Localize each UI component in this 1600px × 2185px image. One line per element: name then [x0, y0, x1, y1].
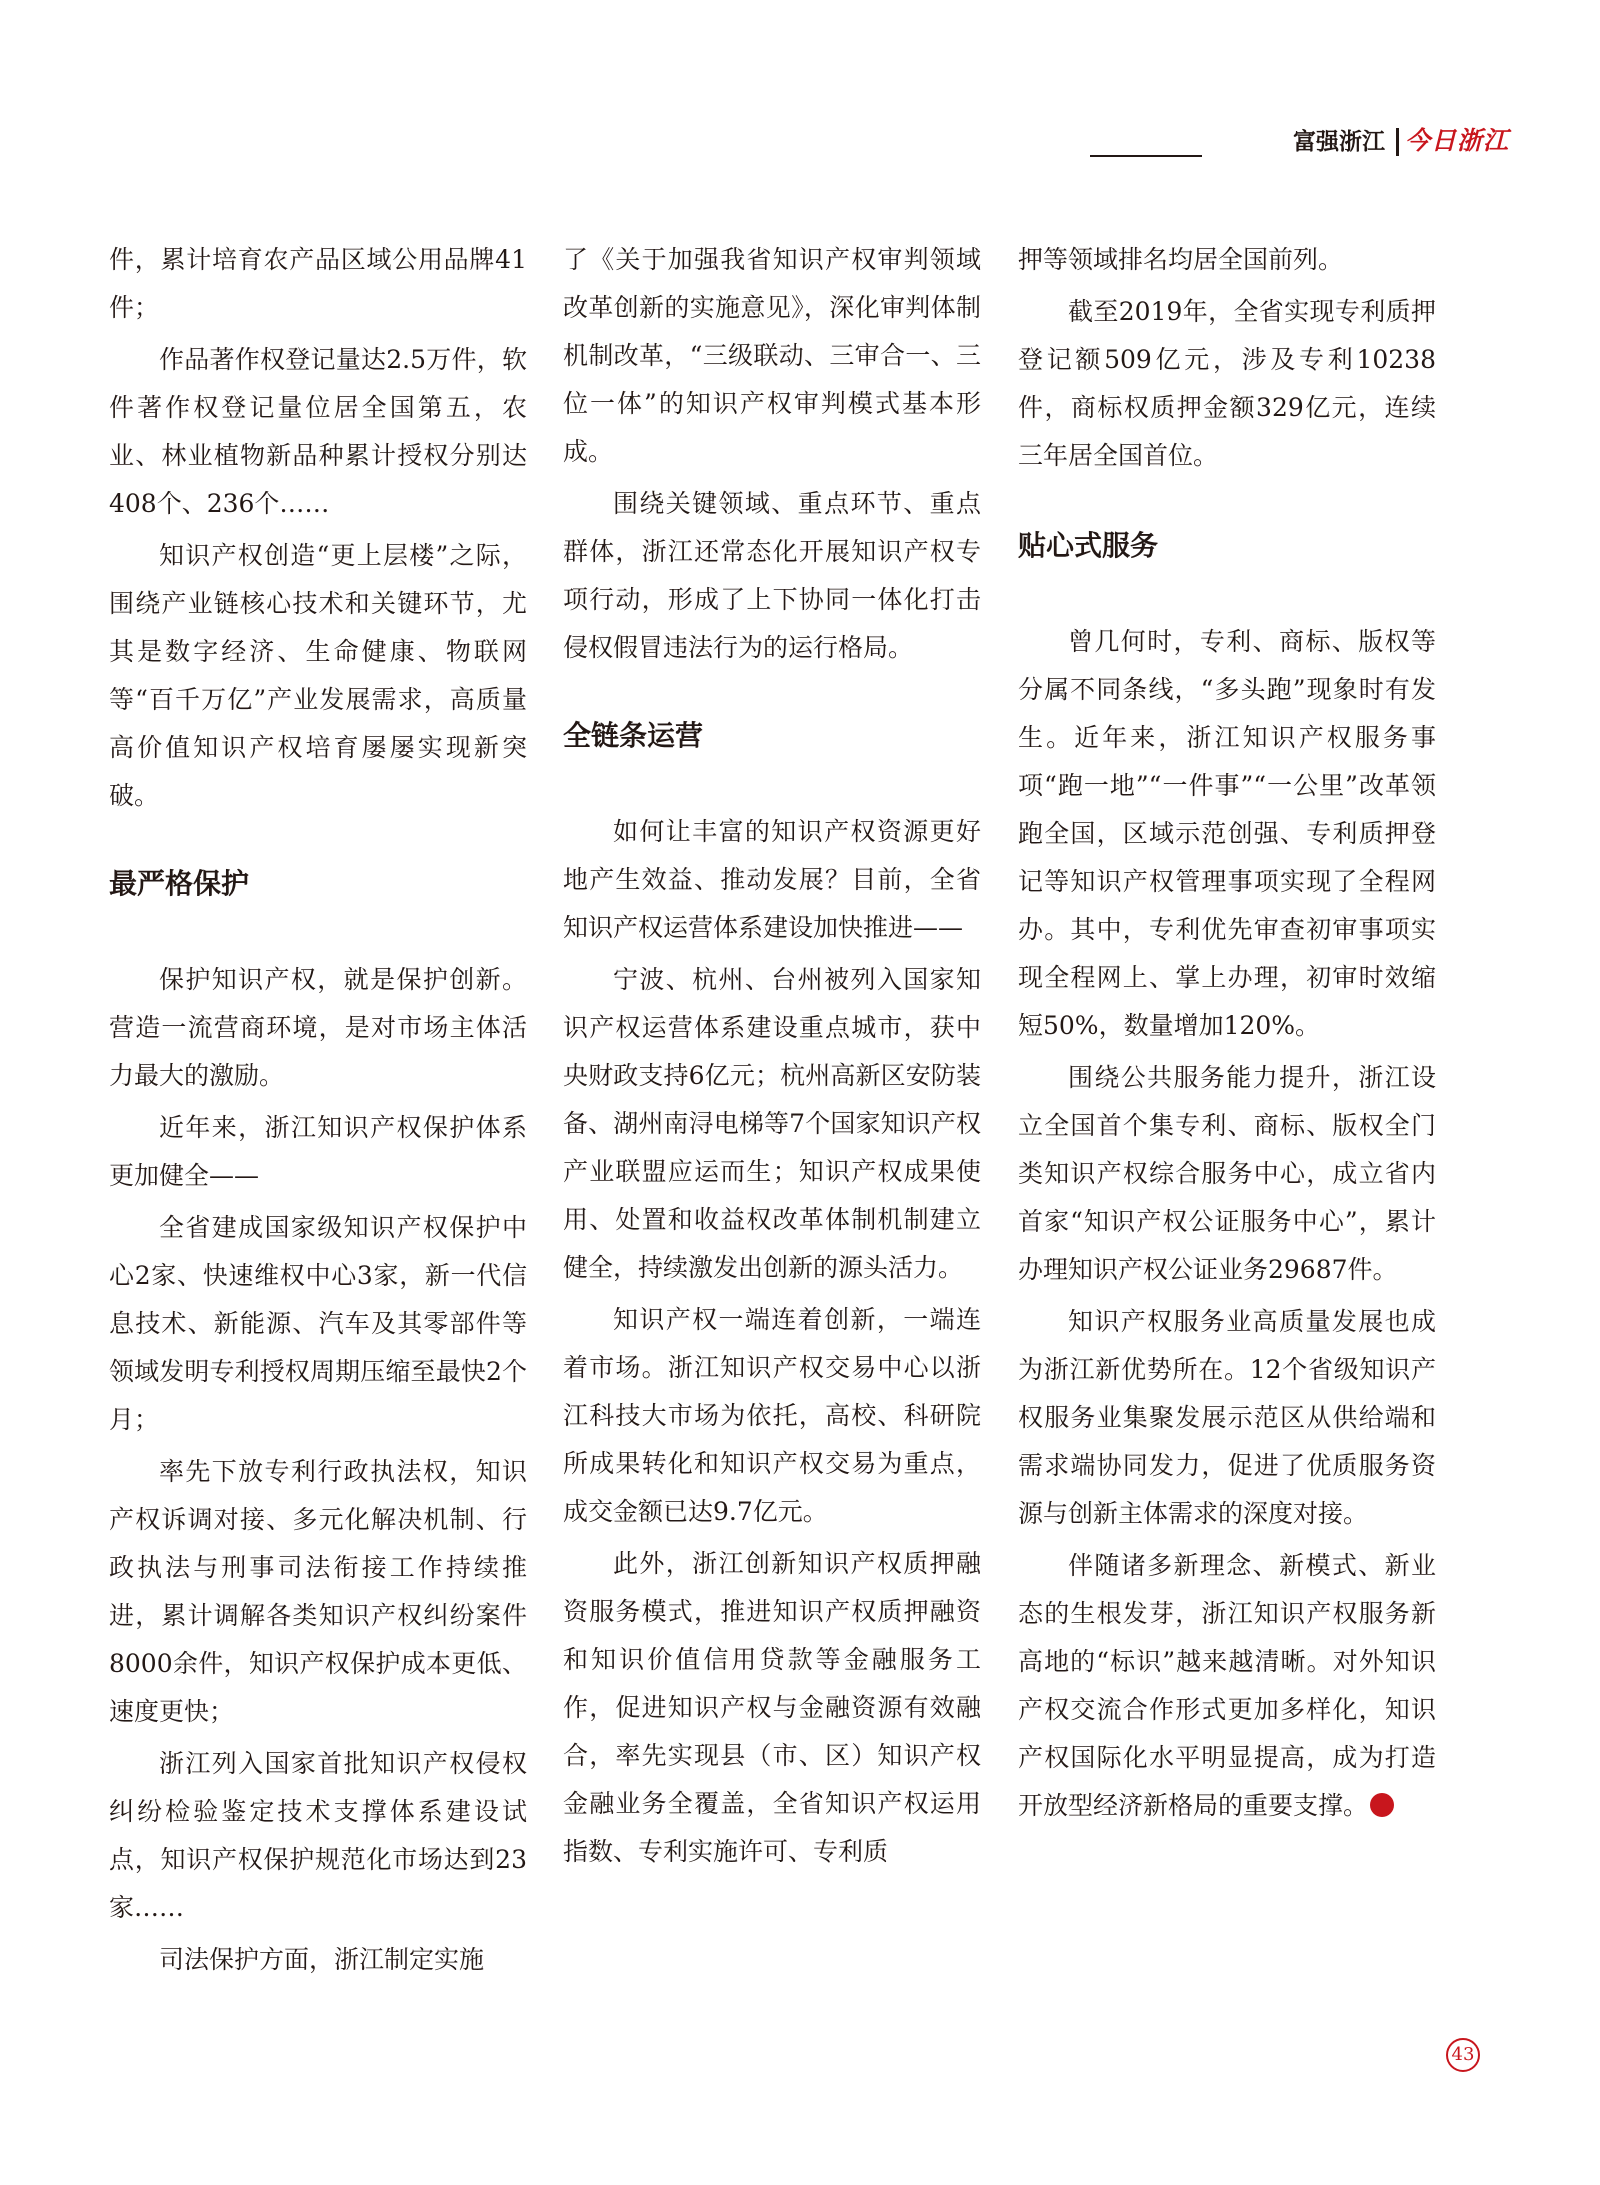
article-paragraph	[1018, 288, 1436, 480]
article-paragraph	[109, 1740, 527, 1932]
paragraph-text: 围绕关键领域、重点环节、重点群体，浙江还常态化开展知识产权专项行动，形成了上下协同一体化打击侵权假冒违法行为的运行格局。	[563, 489, 981, 662]
article-paragraph	[109, 1936, 527, 1984]
article-paragraph	[1018, 236, 1436, 284]
article-paragraph	[1018, 618, 1436, 1050]
article-paragraph	[563, 808, 981, 952]
paragraph-text: 知识产权一端连着创新，一端连着市场。浙江知识产权交易中心以浙江科技大市场为依托，高校、科研院所成果转化和知识产权交易为重点，成交金额已达9.7亿元。	[563, 1305, 981, 1526]
section-heading	[1018, 526, 1436, 566]
header-rule	[1090, 155, 1202, 157]
paragraph-text: 了《关于加强我省知识产权审判领域改革创新的实施意见》，深化审判体制机制改革，“三级联动、三审合一、三位一体”的知识产权审判模式基本形成。	[563, 245, 981, 466]
section-heading	[109, 864, 527, 904]
article-column-1	[109, 236, 527, 1988]
header-section-title: 富强浙江	[1293, 129, 1385, 155]
paragraph-text: 浙江列入国家首批知识产权侵权纠纷检验鉴定技术支撑体系建设试点，知识产权保护规范化市场达到23家……	[109, 1749, 527, 1922]
paragraph-text: 知识产权创造“更上层楼”之际，围绕产业链核心技术和关键环节，尤其是数字经济、生命健康、物联网等“百千万亿”产业发展需求，高质量高价值知识产权培育屡屡实现新突破。	[109, 541, 527, 810]
article-column-2	[563, 236, 981, 1880]
article-paragraph	[109, 532, 527, 820]
paragraph-text: 全省建成国家级知识产权保护中心2家、快速维权中心3家，新一代信息技术、新能源、汽车及其零部件等领域发明专利授权周期压缩至最快2个月；	[109, 1213, 527, 1434]
section-heading	[563, 716, 981, 756]
paragraph-text: 围绕公共服务能力提升，浙江设立全国首个集专利、商标、版权全门类知识产权综合服务中心，成立省内首家“知识产权公证服务中心”，累计办理知识产权公证业务29687件。	[1018, 1063, 1436, 1284]
section-heading-text: 全链条运营	[563, 719, 704, 752]
paragraph-text: 司法保护方面，浙江制定实施	[159, 1945, 485, 1974]
paragraph-text: 率先下放专利行政执法权，知识产权诉调对接、多元化解决机制、行政执法与刑事司法衔接工作持续推进，累计调解各类知识产权纠纷案件8000余件，知识产权保护成本更低、速度更快；	[109, 1457, 527, 1726]
article-paragraph	[109, 336, 527, 528]
article-paragraph	[109, 956, 527, 1100]
article-paragraph	[1018, 1054, 1436, 1294]
article-paragraph	[109, 1448, 527, 1736]
end-mark-icon	[1370, 1793, 1394, 1817]
paragraph-text: 知识产权服务业高质量发展也成为浙江新优势所在。12个省级知识产权服务业集聚发展示范区从供给端和需求端协同发力，促进了优质服务资源与创新主体需求的深度对接。	[1018, 1307, 1436, 1528]
page-number: 43	[1446, 2038, 1480, 2072]
article-paragraph	[563, 236, 981, 476]
article-paragraph	[109, 1204, 527, 1444]
article-paragraph	[563, 480, 981, 672]
paragraph-text: 押等领域排名均居全国前列。	[1018, 245, 1344, 274]
paragraph-text: 近年来，浙江知识产权保护体系更加健全——	[109, 1113, 527, 1190]
article-paragraph	[563, 1540, 981, 1876]
paragraph-text: 如何让丰富的知识产权资源更好地产生效益、推动发展？目前，全省知识产权运营体系建设加快推进——	[563, 817, 981, 942]
article-paragraph	[563, 956, 981, 1292]
article-paragraph	[109, 236, 527, 332]
section-heading-text: 最严格保护	[109, 867, 250, 900]
paragraph-text: 截至2019年，全省实现专利质押登记额509亿元，涉及专利10238件，商标权质押金额329亿元，连续三年居全国首位。	[1018, 297, 1436, 470]
article-column-3	[1018, 236, 1436, 1834]
paragraph-text: 宁波、杭州、台州被列入国家知识产权运营体系建设重点城市，获中央财政支持6亿元；杭州高新区安防装备、湖州南浔电梯等7个国家知识产权产业联盟应运而生；知识产权成果使用、处置和收益权改革体制机制建立健全，持续激发出创新的源头活力。	[563, 965, 981, 1282]
paragraph-text: 保护知识产权，就是保护创新。营造一流营商环境，是对市场主体活力最大的激励。	[109, 965, 527, 1090]
article-paragraph	[1018, 1298, 1436, 1538]
article-paragraph	[563, 1296, 981, 1536]
header-divider	[1396, 128, 1399, 156]
article-paragraph	[109, 1104, 527, 1200]
article-paragraph	[1018, 1542, 1436, 1830]
magazine-logo: 今日浙江	[1405, 126, 1510, 155]
paragraph-text: 伴随诸多新理念、新模式、新业态的生根发芽，浙江知识产权服务新高地的“标识”越来越清晰。对外知识产权交流合作形式更加多样化，知识产权国际化水平明显提高，成为打造开放型经济新格局的重要支撑。	[1018, 1551, 1436, 1820]
paragraph-text: 此外，浙江创新知识产权质押融资服务模式，推进知识产权质押融资和知识价值信用贷款等金融服务工作，促进知识产权与金融资源有效融合，率先实现县（市、区）知识产权金融业务全覆盖，全省知识产权运用指数、专利实施许可、专利质	[563, 1549, 981, 1866]
paragraph-text: 曾几何时，专利、商标、版权等分属不同条线，“多头跑”现象时有发生。近年来，浙江知识产权服务事项“跑一地”“一件事”“一公里”改革领跑全国，区域示范创强、专利质押登记等知识产权管理事项实现了全程网办。其中，专利优先审查初审事项实现全程网上、掌上办理，初审时效缩短50%，数量增加120%。	[1018, 627, 1436, 1040]
paragraph-text: 作品著作权登记量达2.5万件，软件著作权登记量位居全国第五，农业、林业植物新品种累计授权分别达408个、236个……	[109, 345, 527, 518]
paragraph-text: 件，累计培育农产品区域公用品牌41件；	[109, 245, 527, 322]
section-heading-text: 贴心式服务	[1018, 529, 1159, 562]
running-header	[1090, 126, 1510, 162]
